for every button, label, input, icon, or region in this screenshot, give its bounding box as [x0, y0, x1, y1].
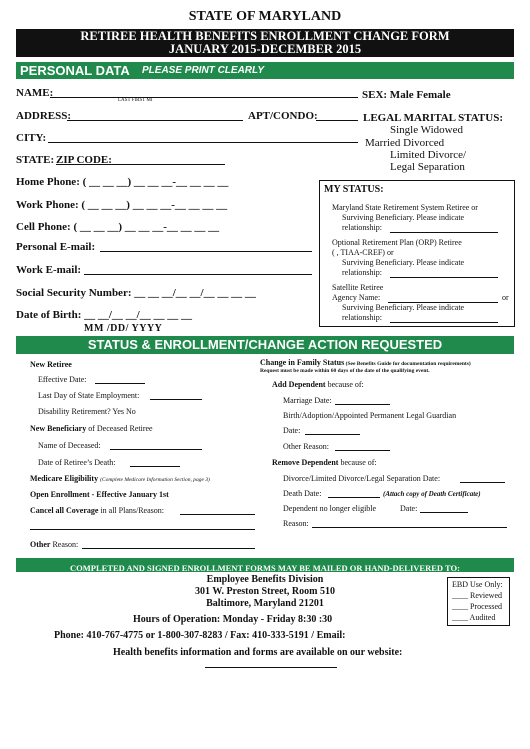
last-day-field[interactable]: [150, 399, 202, 400]
state-label: STATE:: [16, 154, 55, 166]
marriage-date-field[interactable]: [335, 404, 390, 405]
divorce-option[interactable]: Divorce/Limited Divorce/Legal Separation Date:: [283, 474, 441, 483]
status-orp-line4: relationship:: [342, 268, 382, 277]
cell-phone-field[interactable]: Cell Phone: ( __ __ __) __ __ __-__ __ __ __: [16, 221, 220, 233]
death-date-field[interactable]: [328, 497, 380, 498]
add-dependent-label: Add Dependent: [272, 380, 326, 389]
print-clearly-note: PLEASE PRINT CLEARLY: [142, 65, 265, 76]
name-field[interactable]: [50, 97, 358, 98]
no-longer-eligible-option[interactable]: Dependent no longer eligible: [283, 504, 377, 513]
personal-email-field[interactable]: [100, 251, 312, 252]
medicare-option[interactable]: [30, 474, 210, 483]
division-street: 301 W. Preston Street, Room 510: [195, 586, 335, 597]
dob-field[interactable]: Date of Birth: __ __/__ __/__ __ __ __: [16, 309, 192, 321]
effective-date-label: Effective Date:: [38, 375, 87, 384]
other-label: Other: [30, 540, 51, 549]
address-label: ADDRESS:: [16, 110, 72, 122]
family-status-title[interactable]: [260, 358, 471, 367]
status-orp-relationship-field[interactable]: [390, 277, 498, 278]
status-satellite-relationship-field[interactable]: [390, 322, 498, 323]
work-email-field[interactable]: [84, 274, 312, 275]
status-enrollment-bar: [16, 336, 514, 354]
marital-line-2: Married Divorced: [365, 137, 445, 149]
my-status-title: MY STATUS:: [324, 184, 384, 195]
status-satellite-line1[interactable]: Satellite Retiree: [332, 283, 384, 292]
add-dependent-rest: because of:: [325, 380, 364, 389]
add-dependent-option[interactable]: [272, 380, 364, 389]
status-msrs-relationship-field[interactable]: [390, 232, 498, 233]
new-beneficiary-option[interactable]: [30, 424, 153, 433]
zip-label: ZIP CODE:: [56, 154, 112, 166]
city-field[interactable]: [48, 142, 358, 143]
form-period: JANUARY 2015-DECEMBER 2015: [168, 42, 362, 56]
ebd-audited: ____ Audited: [452, 613, 496, 622]
family-status-deadline: Request must be made within 60 days of the date of the qualifying event.: [260, 368, 430, 374]
personal-data-title: PERSONAL DATA: [20, 63, 130, 78]
other-reason-field[interactable]: [82, 548, 255, 549]
division-city: Baltimore, Maryland 21201: [206, 598, 324, 609]
birth-date-field[interactable]: [305, 434, 360, 435]
name-deceased-field[interactable]: [110, 449, 202, 450]
status-satellite-line3: Surviving Beneficiary. Please indicate: [342, 303, 465, 312]
marital-status-title: LEGAL MARITAL STATUS:: [363, 112, 503, 124]
ebd-title: EBD Use Only:: [452, 580, 503, 589]
personal-email-label: Personal E-mail:: [16, 241, 96, 253]
cancel-reason-field-1[interactable]: [180, 514, 255, 515]
apt-field[interactable]: [316, 120, 358, 121]
last-day-label: Last Day of State Employment:: [38, 391, 140, 400]
status-satellite-line4: relationship:: [342, 313, 382, 322]
dob-format: MM /DD/ YYYY: [84, 323, 163, 334]
divorce-date-field[interactable]: [460, 482, 505, 483]
retiree-death-label: Date of Retiree’s Death:: [38, 458, 116, 467]
city-label: CITY:: [16, 132, 47, 144]
home-phone-field[interactable]: Home Phone: ( __ __ __) __ __ __-__ __ __ __: [16, 176, 229, 188]
mailing-bar-text: COMPLETED AND SIGNED ENROLLMENT FORMS MAY BE MAILED OR HAND-DELIVERED TO:: [70, 563, 460, 573]
form-state-title: STATE OF MARYLAND: [188, 9, 342, 24]
new-beneficiary-label: New Beneficiary: [30, 424, 87, 433]
status-orp-line2: ( , TIAA-CREF) or: [332, 248, 394, 257]
contact-phone-fax-email: Phone: 410-767-4775 or 1-800-307-8283 / Fax: 410-333-5191 / Email:: [54, 630, 346, 641]
status-satellite-line2: Agency Name:: [332, 293, 381, 302]
website-line: [205, 667, 337, 668]
status-satellite-or: or: [502, 293, 509, 302]
sex-label: SEX: Male Female: [362, 89, 451, 101]
death-date-label: Death Date:: [283, 489, 322, 498]
personal-data-bar: [16, 62, 514, 79]
hours-of-operation: Hours of Operation: Monday - Friday 8:30 :30: [133, 614, 333, 625]
status-msrs-line2: Surviving Beneficiary. Please indicate: [342, 213, 465, 222]
new-retiree-option[interactable]: New Retiree: [30, 360, 72, 369]
name-sublabel: LAST FIRST MI: [118, 98, 153, 103]
status-msrs-line3: relationship:: [342, 223, 382, 232]
work-email-label: Work E-mail:: [16, 264, 82, 276]
ssn-field[interactable]: Social Security Number: __ __ __/__ __/__ __ __ __: [16, 287, 256, 299]
family-status-label: Change in Family Status: [260, 358, 345, 367]
cancel-coverage-label: Cancel all Coverage: [30, 506, 99, 515]
death-certificate-note: (Attach copy of Death Certificate): [383, 490, 481, 498]
medicare-label: Medicare Eligibility: [30, 474, 99, 483]
form-title: RETIREE HEALTH BENEFITS ENROLLMENT CHANGE FORM: [80, 29, 450, 43]
ebd-reviewed: ____ Reviewed: [452, 591, 502, 600]
birth-date-label: Date:: [283, 426, 301, 435]
no-longer-date-field[interactable]: [420, 512, 468, 513]
marriage-date-label: Marriage Date:: [283, 396, 332, 405]
new-beneficiary-rest: of Deceased Retiree: [86, 424, 153, 433]
retiree-death-field[interactable]: [130, 466, 180, 467]
other-option[interactable]: [30, 540, 78, 549]
name-deceased-label: Name of Deceased:: [38, 441, 101, 450]
website-info: Health benefits information and forms are available on our website:: [113, 647, 403, 658]
cancel-coverage-rest: in all Plans/Reason:: [98, 506, 164, 515]
remove-reason-label: Reason:: [283, 519, 309, 528]
remove-reason-field[interactable]: [312, 527, 507, 528]
marital-line-1: Single Widowed: [390, 124, 463, 136]
mailing-bar: [16, 558, 514, 572]
status-enrollment-title: STATUS & ENROLLMENT/CHANGE ACTION REQUESTED: [87, 337, 443, 352]
status-orp-line3: Surviving Beneficiary. Please indicate: [342, 258, 465, 267]
ebd-processed: ____ Processed: [452, 602, 502, 611]
effective-date-field[interactable]: [95, 383, 145, 384]
marital-line-3: Limited Divorce/: [390, 149, 467, 161]
medicare-note: (Complete Medicare Information Section, page 3): [100, 477, 210, 483]
open-enrollment-option[interactable]: Open Enrollment - Effective January 1st: [30, 490, 169, 499]
other-rest: Reason:: [50, 540, 79, 549]
remove-dependent-option[interactable]: [272, 458, 377, 467]
zip-field[interactable]: [110, 164, 225, 165]
cancel-reason-field-2[interactable]: [30, 529, 255, 530]
form-title-bar: [16, 29, 514, 57]
status-orp-line1[interactable]: Optional Retirement Plan (ORP) Retiree: [332, 238, 462, 247]
name-label: NAME:: [16, 87, 54, 99]
cancel-coverage-option[interactable]: [30, 506, 164, 515]
other-reason-add-field[interactable]: [335, 450, 390, 451]
other-reason-label: Other Reason:: [283, 442, 329, 451]
address-field[interactable]: [67, 120, 243, 121]
family-status-note: (See Benefits Guide for documentation requirements): [344, 361, 471, 367]
birth-adoption-option[interactable]: Birth/Adoption/Appointed Permanent Legal Guardian: [283, 411, 457, 420]
work-phone-field[interactable]: Work Phone: ( __ __ __) __ __ __-__ __ __ __: [16, 199, 228, 211]
remove-dependent-rest: because of:: [338, 458, 377, 467]
no-longer-date-label: Date:: [400, 504, 418, 513]
division-name: Employee Benefits Division: [206, 574, 324, 585]
disability-question[interactable]: Disability Retirement? Yes No: [38, 407, 136, 416]
apt-label: APT/CONDO:: [248, 110, 318, 122]
marital-line-4: Legal Separation: [390, 161, 465, 173]
status-msrs-line1[interactable]: Maryland State Retirement System Retiree or: [332, 203, 478, 212]
remove-dependent-label: Remove Dependent: [272, 458, 339, 467]
